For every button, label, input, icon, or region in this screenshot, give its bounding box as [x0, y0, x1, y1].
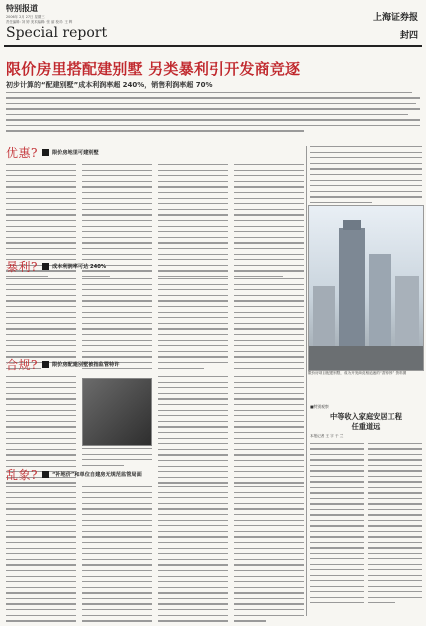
box-author: 本报记者 王 宇 于 兰	[310, 434, 344, 438]
section-baoli	[6, 260, 306, 273]
header-rule	[4, 45, 422, 47]
square-marker-icon	[42, 361, 49, 368]
special-observation-box	[310, 404, 422, 608]
column-divider	[306, 146, 307, 616]
date-line: 2006年 2月 27日 星期三	[6, 15, 45, 19]
section-title: 限价房地里可建别墅	[51, 150, 99, 156]
box-title-line2: 任重道远	[351, 422, 381, 431]
section-luanxiang	[6, 468, 306, 481]
lead-paragraph	[6, 92, 420, 136]
section-title: 成本利润率可达 240%	[51, 264, 107, 270]
special-report-title: Special report	[6, 25, 108, 41]
photo-caption: 限价房项目配建别墅，成为开发商竞相追逐的“香饽饽” 资料图	[308, 371, 407, 375]
section-number: 封四	[399, 31, 418, 41]
section-title: “补地价”和单位自建房无规范监管局面	[51, 472, 142, 478]
section-keyword: 暴利?	[6, 260, 38, 274]
square-marker-icon	[42, 149, 49, 156]
text-column	[310, 146, 422, 208]
section-label: 特别报道	[6, 4, 38, 13]
section-keyword: 合规?	[6, 358, 38, 372]
square-marker-icon	[42, 263, 49, 270]
sub-headline: 初步计算的“配建别墅”成本利润率超 240%，销售利润率超 70%	[6, 81, 213, 89]
text-column	[234, 486, 304, 626]
page-header	[0, 0, 426, 48]
box-title-line1: 中等收入家庭安居工程	[330, 412, 402, 421]
section-keyword: 优惠?	[6, 146, 38, 160]
section-keyword: 乱象?	[6, 468, 38, 482]
section-hegui	[6, 358, 306, 371]
section-youhui	[6, 146, 306, 159]
text-column	[82, 486, 152, 626]
box-label: ■特别观察	[310, 404, 329, 409]
editor-line: 责任编辑: 刘 婷 美术编辑: 张 丽 校对: 王 辉	[6, 20, 73, 24]
square-marker-icon	[42, 471, 49, 478]
text-column	[6, 486, 76, 626]
section-title: 限价房配建别墅被指监管特许	[51, 362, 120, 368]
building-photo	[308, 205, 424, 371]
people-photo	[82, 378, 152, 446]
text-column	[158, 486, 228, 626]
main-headline: 限价房里搭配建别墅 另类暴利引开发商竞逐	[6, 60, 301, 78]
newspaper-brand: 上海证券报	[372, 13, 418, 23]
